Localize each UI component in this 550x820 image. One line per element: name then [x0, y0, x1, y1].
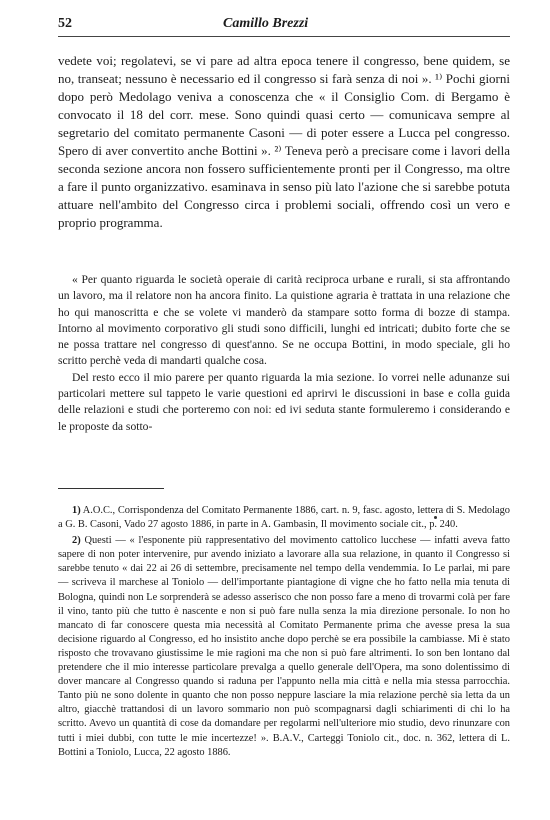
footnotes [58, 504, 510, 762]
page-number: 52 [58, 16, 72, 31]
footnote-1-text: A.O.C., Corrispondenza del Comitato Permanente 1886, cart. n. 9, fasc. agosto, lettera di S. Medolago a G. B. Casoni, Vado 27 agosto 1886, in parte in A. Gambasin, Il movimento sociale cit., p. 240. [58, 505, 510, 531]
quoted-letter [58, 272, 510, 435]
page-header [58, 14, 510, 37]
footnote-1-marker: 1) [72, 505, 81, 516]
quote-paragraph-2: Del resto ecco il mio parere per quanto riguarda la mia sezione. Io vorrei nelle adunanze sui particolari mettere sul tappeto le varie questioni ed aprirvi le discussioni in base e colla guida delle relazioni e studi che porteremo con noi: ed ivi seduta stante formuleremo i considerando e le proposte da sotto- [58, 370, 510, 433]
main-text [58, 52, 510, 232]
running-head: Camillo Brezzi [223, 16, 309, 31]
quote-paragraph-1: « Per quanto riguarda le società operaie di carità reciproca urbane e rurali, si sta affrontando un lavoro, ma il relatore non ha ancora finito. La quistione agraria è trattata in una relazione che ho qui manoscritta e che se volete vi manderò da stampare sotto forma di bozze di stampa. Intorno al movimento corporativo gli studi sono difficili, lunghi ed intricati; dubito forte che se ne possa trattare nel congresso di quest'anno. Se ne occupa Bottini, in modo speciale, gli ho scritto perchè veda di mandarti qualche cosa. [58, 273, 510, 368]
footnote-1 [58, 504, 510, 532]
footnote-2-text: Questi — « l'esponente più rappresentativo del movimento cattolico lucchese — infatti aveva fatto sapere di non poter intervenire, pur avendo iniziato a lavorare alla sua relazione, in quanto il Congresso si sarebbe tenuto « dai 22 ai 26 di settembre, precisamente nel tempo della vendemmia. Io Le parlai, mi pare — scriveva il marchese al Toniolo — dell'importante piantagione di vigne che ho fatto nella mia tenuta di Bologna, quindi non Le sorprenderà se adesso asserisco che non posso fare a meno di trovarmi colà per fare il vino, tanto più che tutto è nascente e non si può fare nulla senza la mia direzione personale. Io non ho mancato di far conoscere questa mia necessità al Comitato Permanente prima che avesse presa la sua decisione riguardo al Congresso, ed ho insistito anche dopo perchè se era possibile la cambiasse. Mi è stato risposto che trovavano giustissime le mie ragioni ma che non si può fare altrimenti. Io son ben lontano dal pretendere che il mio interesse particolare prevalga a quello generale dell'Opera, ma sono dolentissimo di dover mancare al Congresso quando si raduna per l'appunto nella mia città e nella mia stessa parrocchia. Tanto più ne sono dolente in quanto che non posso neppure lasciare la mia relazione perchè sia letta da un altro, giacchè trattandosi di un lavoro sommario non può scompagnarsi dagli schiarimenti di chi lo ha scritto. Avevo un quantità di cose da domandare per regolarmi nell'ulteriore mio studio, devo rinunzare con tutti i miei dubbi, con tutte le mie incertezze! ». B.A.V., Carteggi Toniolo cit., doc. n. 362, lettera di L. Bottini a Toniolo, Lucca, 22 agosto 1886. [58, 535, 511, 758]
footnote-2 [58, 534, 510, 760]
footnote-2-marker: 2) [72, 535, 81, 547]
footnote-divider [58, 488, 164, 489]
body-paragraph: vedete voi; regolatevi, se vi pare ad altra epoca tenere il congresso, bene quidem, se no, transeat; nessuno è necessario ed il congresso si farà senza di noi ». ¹⁾ Pochi giorni dopo però Medolago veniva a conoscenza che « il Consiglio Com. di Bergamo è convocato il 18 del corr. mese. Sono quindi quasi certo — comunicava sempre al segretario del comitato permanente Casoni — di poter essere a Lucca pel congresso. Spero di aver convertito anche Bottini ». ²⁾ Teneva però a precisare come i lavori della seconda sezione ancora non fossero sufficientemente pronti per il Congresso, ma oltre a fare il punto organizzativo. esaminava in senso più lato l'azione che si sarebbe potuta attuare nell'ambito del Congresso circa i problemi sociali, offrendo così un vero e proprio programma. [58, 53, 510, 230]
